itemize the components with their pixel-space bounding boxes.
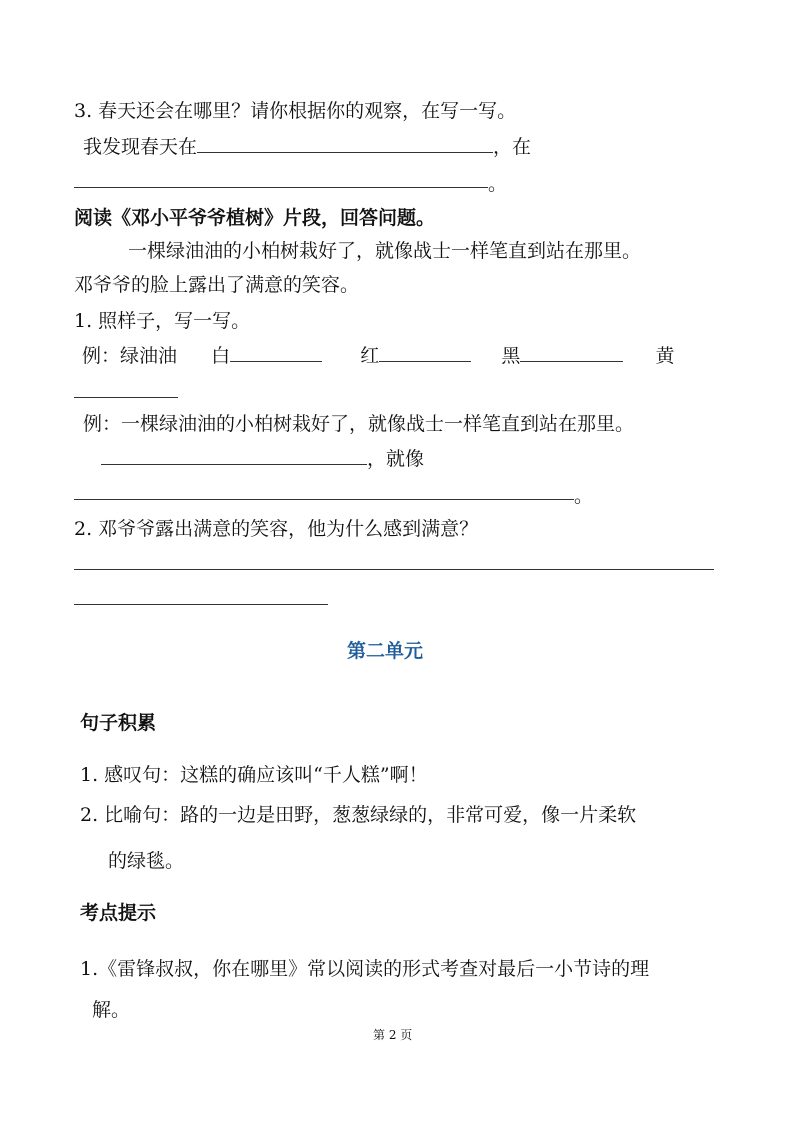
q1-item-hong: 红	[360, 345, 380, 367]
reading-heading: 阅读《邓小平爷爷植树》片段，回答问题。	[74, 207, 436, 229]
q1-example-prefix: 例：绿油油	[82, 345, 178, 367]
q1-item-hei: 黑	[501, 345, 521, 367]
sentence-2-line2: 的绿毯。	[108, 850, 185, 872]
tip-1-line2: 解。	[92, 999, 131, 1021]
sentence-1: 1. 感叹句：这糕的确应该叫“千人糕”啊！	[80, 764, 428, 786]
q2-answer-line-2[interactable]	[74, 604, 328, 605]
tip-1-line1: 1.《雷锋叔叔，你在哪里》常以阅读的形式考查对最后一小节诗的理	[80, 958, 650, 980]
q1-blank-huang[interactable]	[74, 397, 178, 398]
q1-example-row	[82, 343, 674, 368]
q1-item-huang: 黄	[655, 345, 675, 367]
q2-prompt: 2. 邓爷爷露出满意的笑容，他为什么感到满意？	[74, 518, 479, 540]
q3-end: 。	[488, 173, 508, 195]
tips-heading: 考点提示	[80, 902, 157, 924]
q3-fill-mid: ，在	[493, 136, 532, 158]
q1-blank-simile[interactable]	[74, 499, 574, 500]
q1-blank-hei[interactable]	[520, 343, 623, 362]
q1-blank-subject[interactable]	[101, 446, 367, 465]
q1-imitation-line	[101, 446, 424, 471]
sentences-heading: 句子积累	[80, 712, 157, 734]
q1-blank-hong[interactable]	[379, 343, 471, 362]
q3-blank-1[interactable]	[197, 134, 493, 153]
q3-fill-line	[83, 134, 531, 159]
sentence-2-line1: 2. 比喻句：路的一边是田野，葱葱绿绿的，非常可爱，像一片柔软	[80, 804, 637, 826]
unit2-title: 第二单元	[347, 640, 424, 662]
q1-blank-bai[interactable]	[230, 343, 322, 362]
q3-prompt: 3. 春天还会在哪里？请你根据你的观察，在写一写。	[74, 100, 517, 122]
q1-prompt: 1. 照样子，写一写。	[74, 310, 251, 332]
q3-blank-2[interactable]	[74, 187, 488, 188]
q1-jiuxiang: ，就像	[367, 448, 425, 470]
reading-paragraph-line1: 一棵绿油油的小柏树栽好了，就像战士一样笔直到站在那里。	[128, 240, 642, 262]
q1-end: 。	[574, 485, 594, 507]
q3-fill-lead: 我发现春天在	[83, 136, 198, 158]
q2-answer-line-1[interactable]	[74, 569, 714, 570]
page-number: 第 2 页	[373, 1028, 413, 1042]
q1-item-bai: 白	[211, 345, 231, 367]
q1-example2: 例：一棵绿油油的小柏树栽好了，就像战士一样笔直到站在那里。	[83, 413, 635, 435]
reading-paragraph-line2: 邓爷爷的脸上露出了满意的笑容。	[74, 274, 360, 296]
